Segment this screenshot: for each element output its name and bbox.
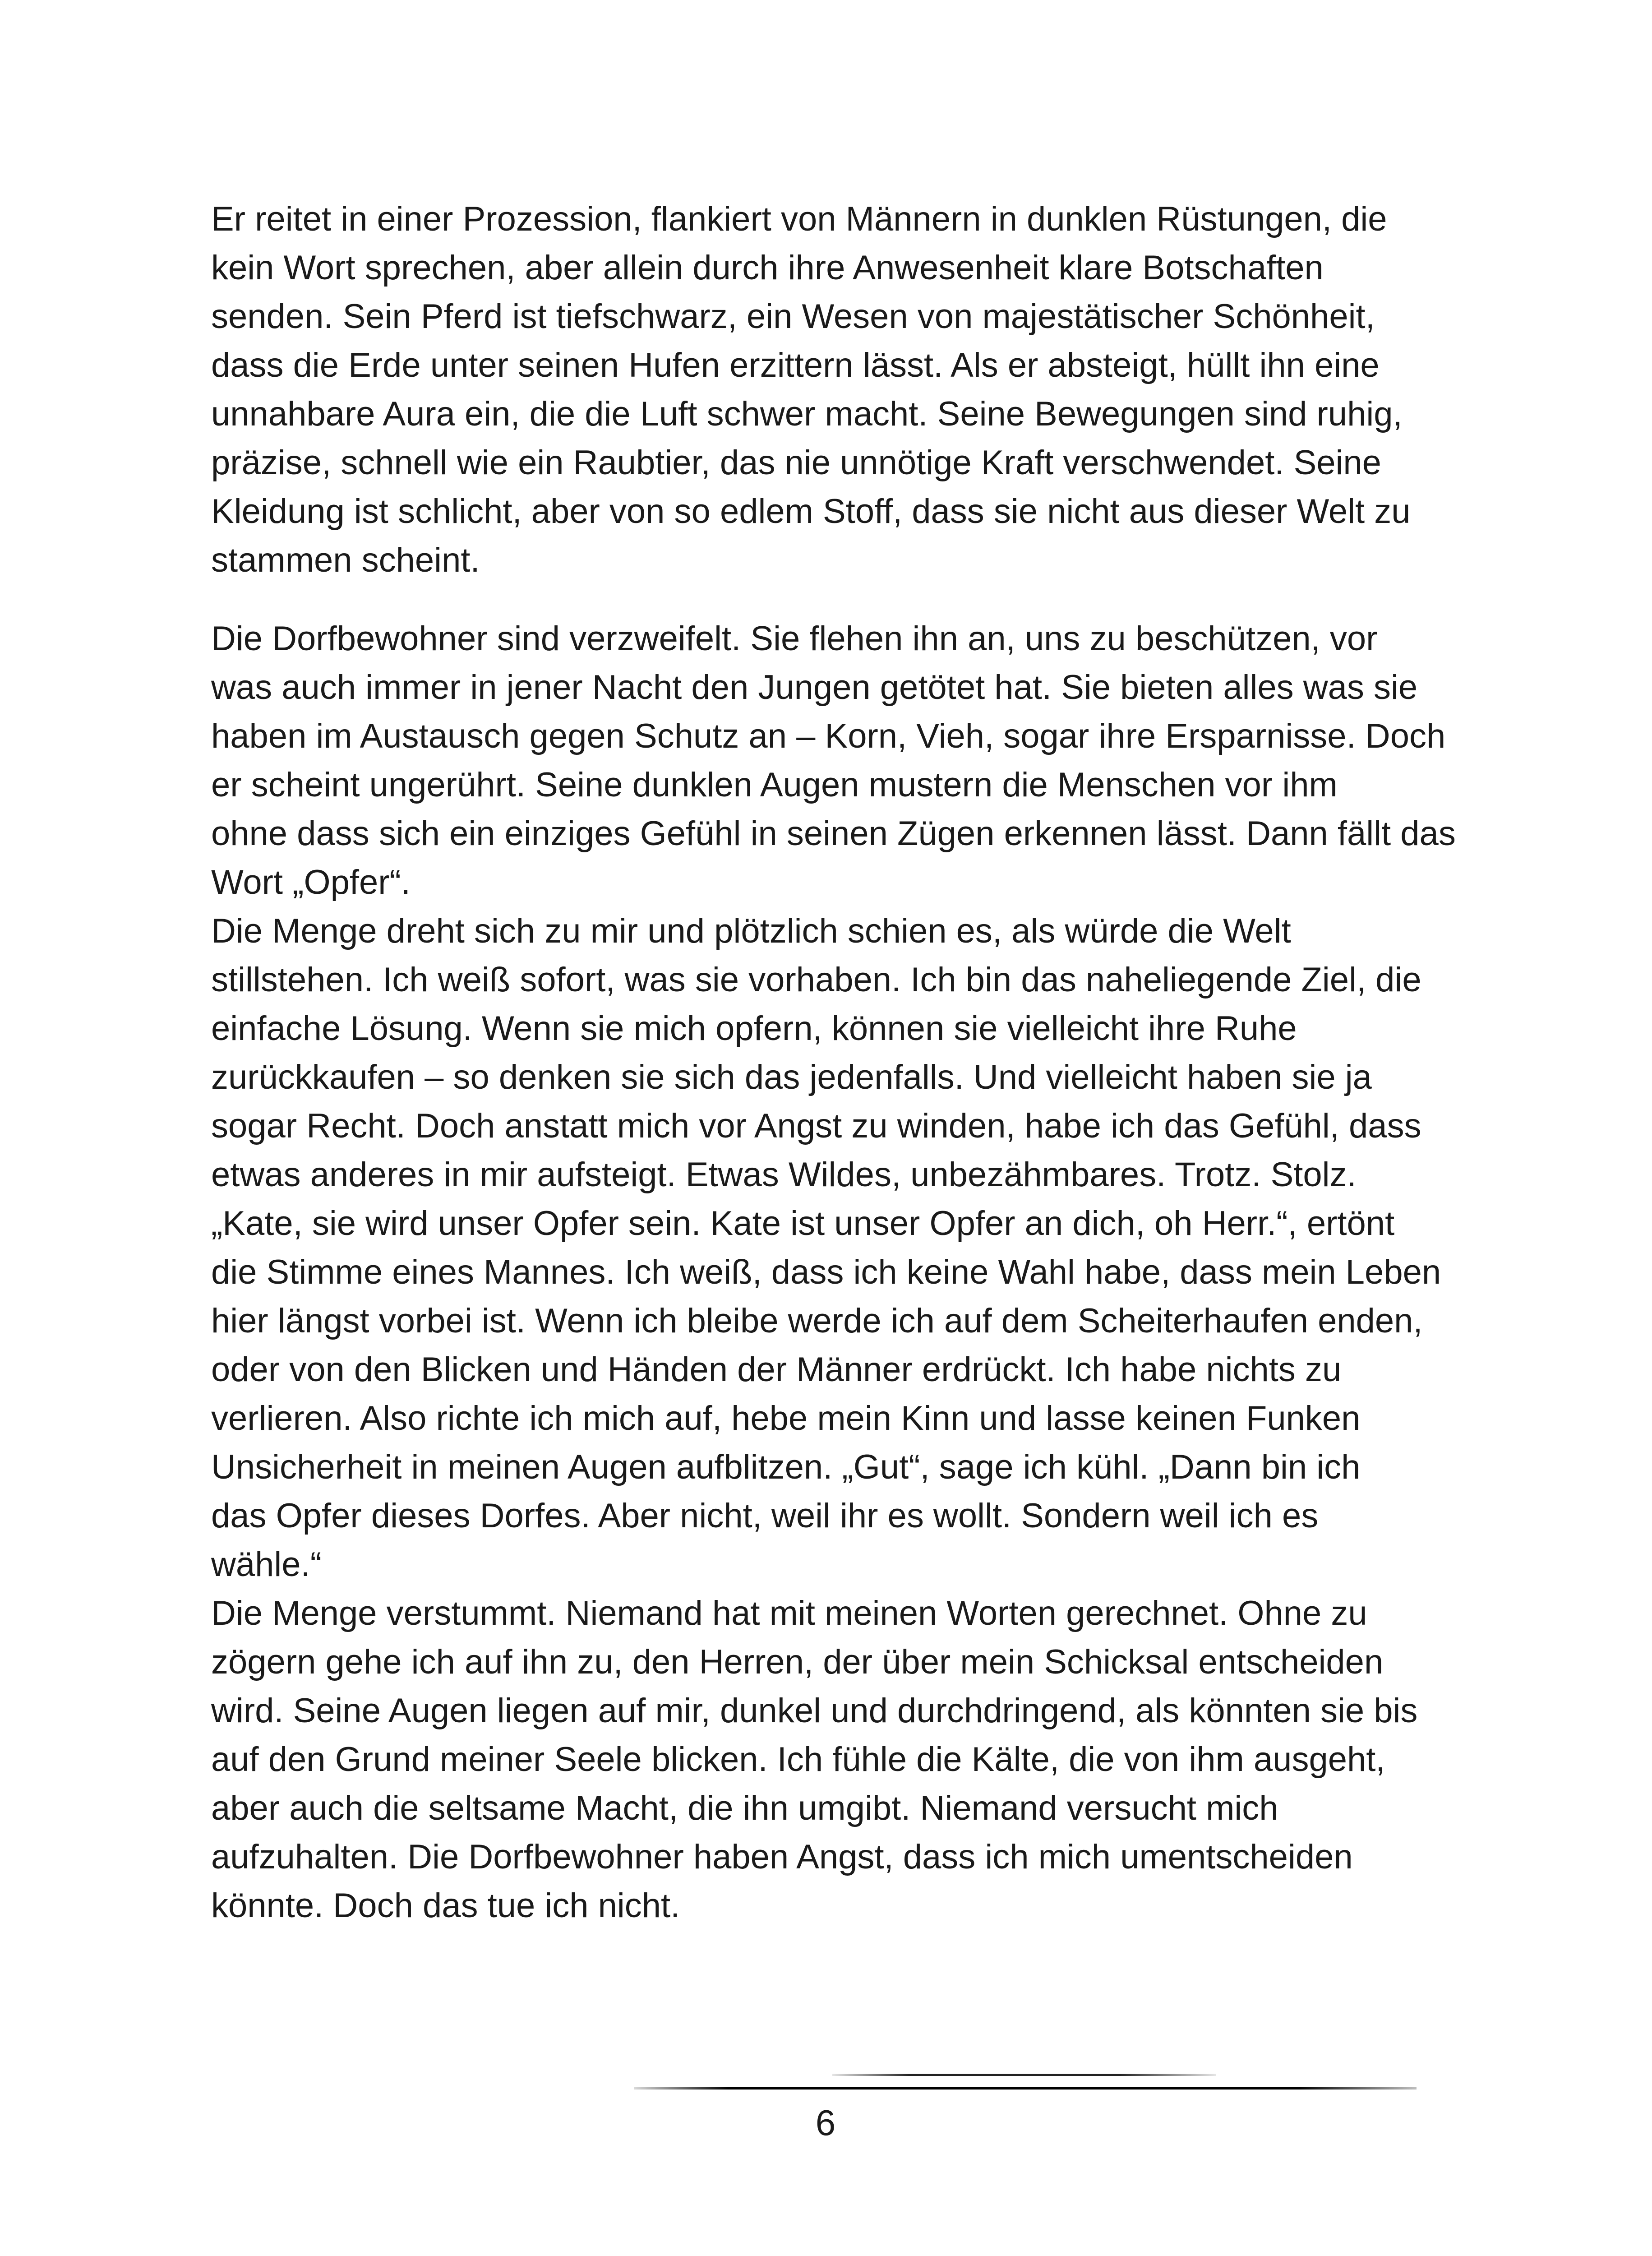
text-line: hier längst vorbei ist. Wenn ich bleibe werde ich auf dem Scheiterhaufen enden, — [211, 1302, 1423, 1340]
footer-divider-short — [832, 2074, 1216, 2076]
text-line: Die Menge dreht sich zu mir und plötzlich schien es, als würde die Welt — [211, 912, 1291, 950]
text-line: Die Menge verstummt. Niemand hat mit meinen Worten gerechnet. Ohne zu — [211, 1594, 1367, 1632]
paragraph-2 — [211, 615, 1456, 1930]
text-line: etwas anderes in mir aufsteigt. Etwas Wildes, unbezähmbares. Trotz. Stolz. — [211, 1156, 1357, 1194]
text-line: das Opfer dieses Dorfes. Aber nicht, weil ihr es wollt. Sondern weil ich es — [211, 1497, 1319, 1535]
text-line: stammen scheint. — [211, 541, 480, 579]
text-line: Unsicherheit in meinen Augen aufblitzen. „Gut“, sage ich kühl. „Dann bin ich — [211, 1448, 1361, 1486]
text-line: aufzuhalten. Die Dorfbewohner haben Angst, dass ich mich umentscheiden — [211, 1838, 1353, 1876]
text-line: zurückkaufen – so denken sie sich das jedenfalls. Und vielleicht haben sie ja — [211, 1058, 1372, 1096]
text-line: präzise, schnell wie ein Raubtier, das nie unnötige Kraft verschwendet. Seine — [211, 444, 1381, 482]
text-line: Die Dorfbewohner sind verzweifelt. Sie flehen ihn an, uns zu beschützen, vor — [211, 619, 1378, 658]
text-line: wird. Seine Augen liegen auf mir, dunkel und durchdringend, als könnten sie bis — [211, 1692, 1418, 1730]
text-line: er scheint ungerührt. Seine dunklen Augen mustern die Menschen vor ihm — [211, 766, 1338, 804]
page-number: 6 — [815, 2103, 836, 2143]
text-line: Wort „Opfer“. — [211, 863, 411, 901]
text-line: zögern gehe ich auf ihn zu, den Herren, der über mein Schicksal entscheiden — [211, 1643, 1384, 1681]
text-line: stillstehen. Ich weiß sofort, was sie vorhaben. Ich bin das naheliegende Ziel, die — [211, 961, 1421, 999]
text-line: haben im Austausch gegen Schutz an – Korn, Vieh, sogar ihre Ersparnisse. Doch — [211, 717, 1446, 755]
text-line: einfache Lösung. Wenn sie mich opfern, können sie vielleicht ihre Ruhe — [211, 1009, 1297, 1048]
text-line: senden. Sein Pferd ist tiefschwarz, ein Wesen von majestätischer Schönheit, — [211, 297, 1375, 336]
text-line: die Stimme eines Mannes. Ich weiß, dass ich keine Wahl habe, dass mein Leben — [211, 1253, 1441, 1291]
text-line: wähle.“ — [211, 1545, 322, 1584]
text-line: unnahbare Aura ein, die die Luft schwer macht. Seine Bewegungen sind ruhig, — [211, 395, 1403, 433]
text-line: auf den Grund meiner Seele blicken. Ich fühle die Kälte, die von ihm ausgeht, — [211, 1740, 1385, 1779]
text-line: ohne dass sich ein einziges Gefühl in seinen Zügen erkennen lässt. Dann fällt das — [211, 814, 1456, 853]
text-line: könnte. Doch das tue ich nicht. — [211, 1886, 680, 1925]
text-line: sogar Recht. Doch anstatt mich vor Angst zu winden, habe ich das Gefühl, dass — [211, 1107, 1421, 1145]
text-line: was auch immer in jener Nacht den Jungen getötet hat. Sie bieten alles was sie — [211, 668, 1418, 707]
text-line: kein Wort sprechen, aber allein durch ihre Anwesenheit klare Botschaften — [211, 249, 1324, 287]
text-line: verlieren. Also richte ich mich auf, hebe mein Kinn und lasse keinen Funken — [211, 1399, 1361, 1438]
footer-divider — [634, 2087, 1417, 2090]
text-line: dass die Erde unter seinen Hufen erzittern lässt. Als er absteigt, hüllt ihn eine — [211, 346, 1380, 384]
text-line: Kleidung ist schlicht, aber von so edlem Stoff, dass sie nicht aus dieser Welt zu — [211, 492, 1411, 531]
text-line: oder von den Blicken und Händen der Männer erdrückt. Ich habe nichts zu — [211, 1350, 1342, 1389]
paragraph-1 — [211, 195, 1411, 585]
text-line: „Kate, sie wird unser Opfer sein. Kate ist unser Opfer an dich, oh Herr.“, ertönt — [211, 1204, 1395, 1243]
text-line: Er reitet in einer Prozession, flankiert von Männern in dunklen Rüstungen, die — [211, 200, 1387, 238]
text-line: aber auch die seltsame Macht, die ihn umgibt. Niemand versucht mich — [211, 1789, 1278, 1827]
